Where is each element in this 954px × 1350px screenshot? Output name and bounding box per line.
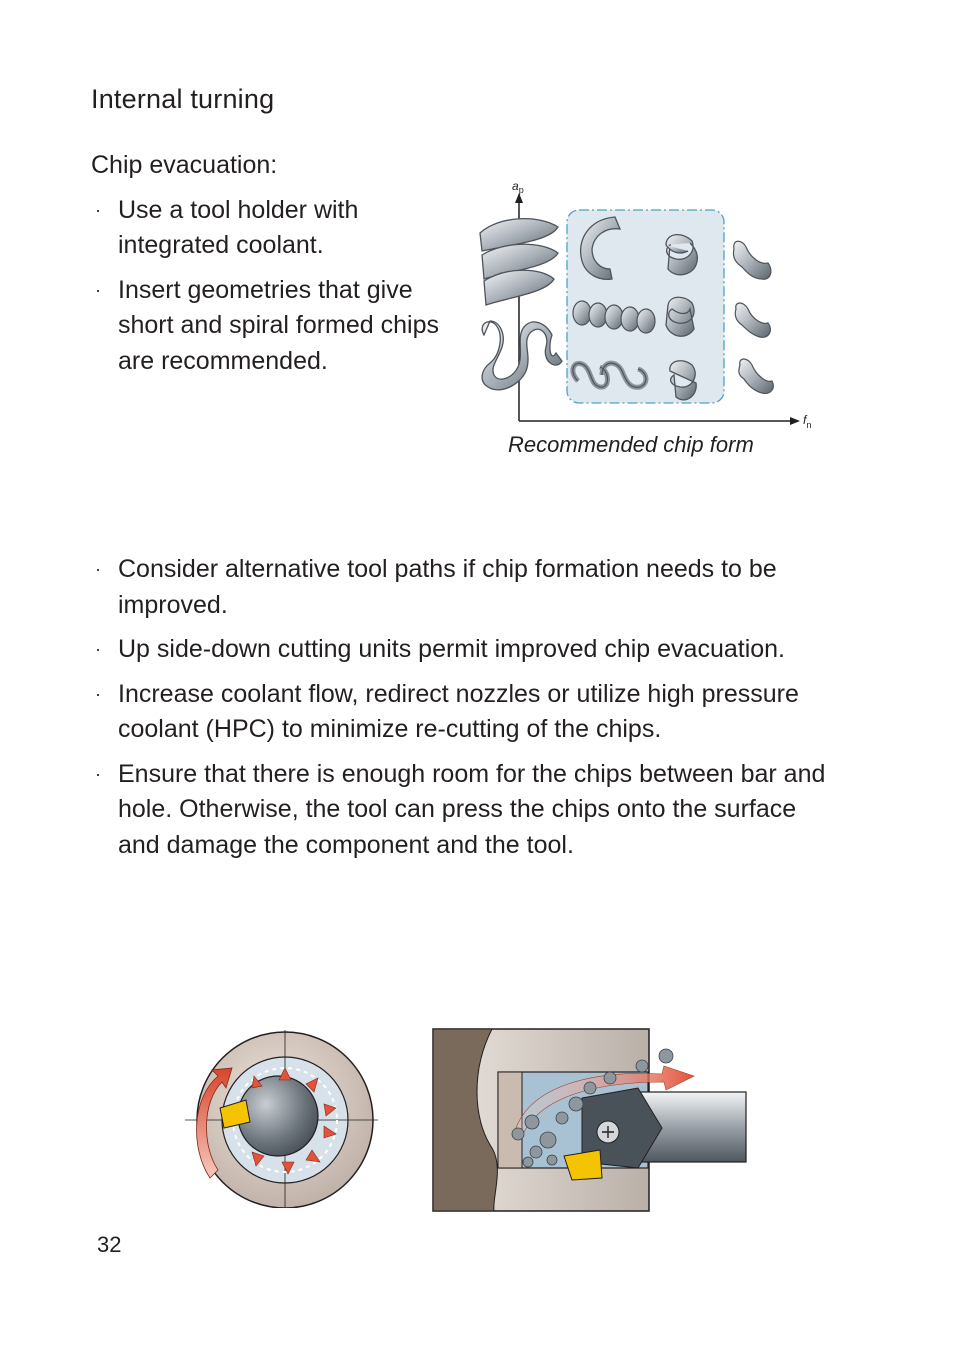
bullet-dot: · bbox=[95, 683, 101, 704]
chip-spiral-small-2 bbox=[735, 303, 770, 337]
page-number: 32 bbox=[97, 1232, 122, 1257]
list-item: · Up side-down cutting units permit improved chip evacuation. bbox=[91, 632, 831, 668]
tips-section bbox=[91, 552, 831, 872]
svg-text:ap bbox=[512, 179, 524, 195]
intro-bullet-list bbox=[91, 193, 451, 380]
chip-spiral-small-3 bbox=[739, 359, 773, 393]
chip-spiral-small-1 bbox=[733, 241, 770, 279]
tips-bullet-list bbox=[91, 552, 831, 863]
bullet-dot: · bbox=[95, 199, 101, 220]
page-title: Internal turning bbox=[91, 84, 275, 114]
chart-caption: Recommended chip form bbox=[508, 432, 754, 457]
bore-bottom bbox=[498, 1072, 522, 1168]
y-axis-label: a bbox=[512, 179, 519, 193]
y-axis-sub: p bbox=[518, 185, 524, 195]
list-item: · Increase coolant flow, redirect nozzles or utilize high pressure coolant (HPC) to minimize re-cutting of the chips. bbox=[91, 677, 831, 748]
x-axis-arrow bbox=[790, 417, 800, 425]
svg-text:fn bbox=[803, 413, 811, 430]
x-axis-label: f bbox=[803, 413, 807, 427]
bullet-dot: · bbox=[95, 559, 101, 579]
bullet-dot: · bbox=[95, 279, 101, 300]
chip-spiral-medium-2 bbox=[666, 297, 694, 336]
list-item: · Insert geometries that give short and spiral formed chips are recommended. bbox=[91, 273, 451, 380]
bore-cross-section-illustration bbox=[180, 1028, 380, 1208]
chip-form-diagram bbox=[470, 175, 830, 475]
chip-long-helix bbox=[480, 219, 558, 305]
list-item: · Consider alternative tool paths if chip formation needs to be improved. bbox=[91, 552, 831, 623]
bullet-dot: · bbox=[95, 763, 101, 784]
boring-bar bbox=[238, 1076, 318, 1156]
intro-section bbox=[91, 148, 451, 388]
x-axis-sub: n bbox=[806, 420, 812, 430]
chip-long-snarl bbox=[482, 321, 562, 390]
intro-lead: Chip evacuation: bbox=[91, 151, 278, 179]
bullet-dot: · bbox=[95, 639, 101, 659]
list-item: · Use a tool holder with integrated coolant. bbox=[91, 193, 451, 264]
boring-chip-flow-illustration bbox=[432, 1028, 748, 1212]
list-item: · Ensure that there is enough room for the chips between bar and hole. Otherwise, the tool can press the chips onto the surface and damage the component and the tool. bbox=[91, 757, 831, 864]
